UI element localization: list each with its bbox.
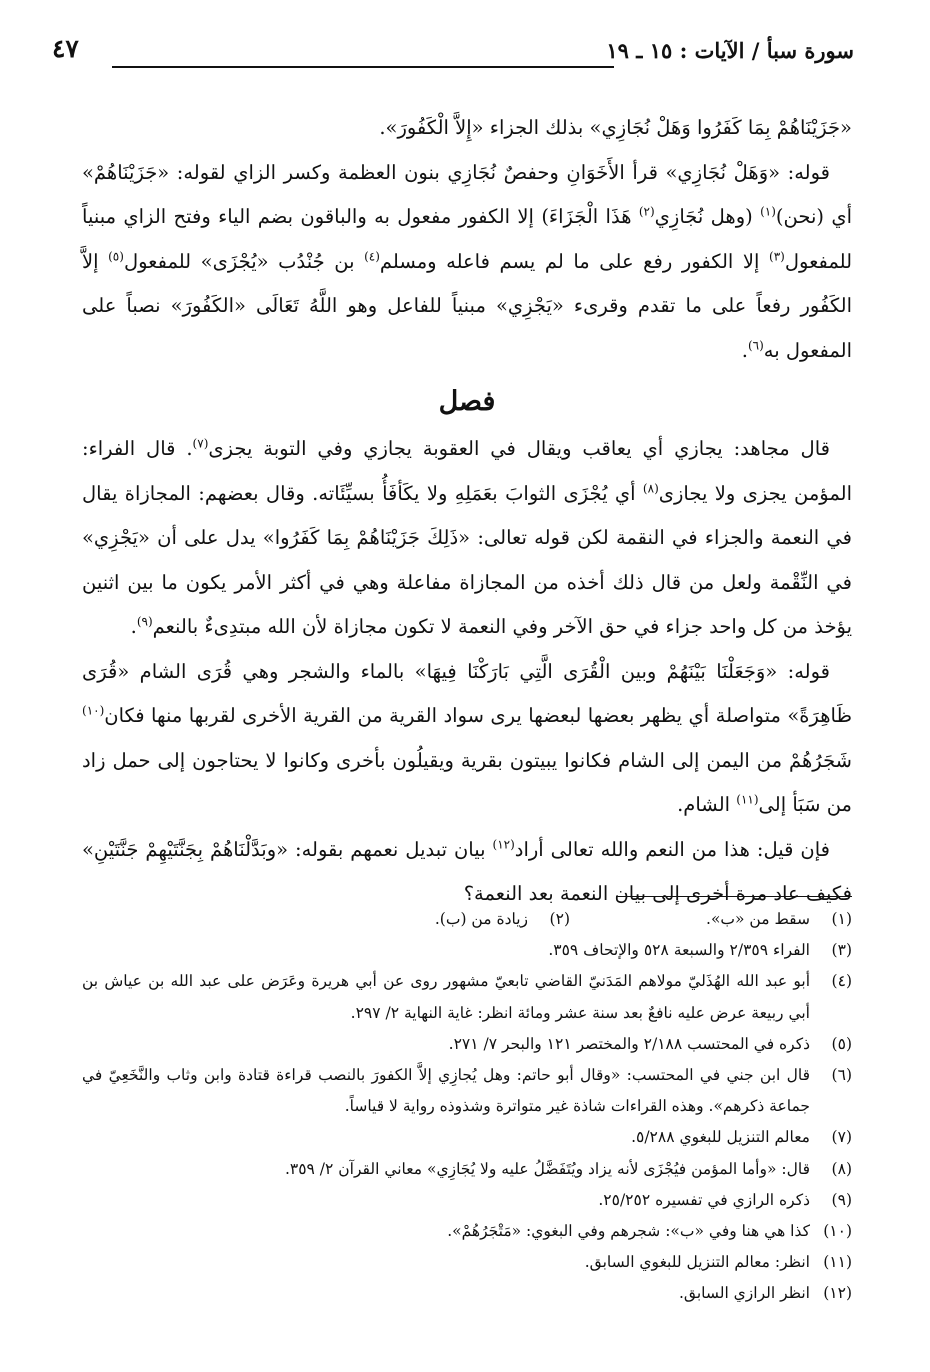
footnote-number: (٦) [831,1066,852,1085]
footnote-marker: (١) [760,204,776,219]
text-run: «جَزَيْنَاهُمْ بِمَا كَفَرُوا وَهَلْ نُجَازِي» بذلك الجزاء «إِلاَّ الْكَفُورَ». [379,116,852,139]
running-title: سورة سبأ / الآيات : ١٥ ـ ١٩ [606,38,854,63]
text-run: بيان تبديل نعمهم بقوله: «وبَدَّلْنَاهُمْ بِجَنَّتَيْهِمْ جَنَّتَيْنِ» فكيف عاد مرة أخرى إلى بيان النعمة بعد النعمة؟ [82,837,852,905]
footnote-marker: (٩) [136,614,153,629]
text-run: إلا الكفور رفع على ما لم يسم فاعله ومسلم [379,249,769,273]
footnote-text: قال: «وأما المؤمن فيُجْزَى لأنه يزاد ويُتَفَضَّلُ عليه ولا يُجَازِي» معاني القرآن ٢/ ٣٥٩. [284,1159,810,1178]
footnote-text: ذكره الرازي في تفسيره ٢٥/٢٥٢. [598,1190,810,1209]
footnote-marker: (١١) [736,792,759,807]
footnote [82,1122,852,1153]
footnote-text: قال ابن جني في المحتسب: «وقال أبو حاتم: وهل يُجازِي إلاَّ الكفورَ بالنصب قراءة قتادة وابن وثاب والنَّخَعِيّ في جماعة ذكرهم». وهذه القراءات شاذة غير متواترة وشذوذه رواية لا قياساً. [82,1066,810,1116]
footnote-row [82,904,852,935]
footnote-text: ذكره في المحتسب ٢/١٨٨ والمختصر ١٢١ والبحر ٧/ ٢٧١. [448,1034,810,1053]
footnote-text: أبو عبد الله الهُذَليّ مولاهم المَدَنيّ القاضي تابعيّ مشهور روى عن أبي هريرة وعَرَض على عبد الله بن عياش بن أبي ربيعة عرض عليه نافعٌ بعد سنة عشر ومائة انظر: غاية النهاية ٢/ ٢٩٧. [82,972,810,1022]
footnote-marker: (٥) [108,249,124,263]
footnote [288,904,570,935]
section-paragraphs [82,427,852,917]
main-text [82,106,852,917]
footnote-text: الفراء ٢/٣٥٩ والسبعة ٥٢٨ والإتحاف ٣٥٩. [548,941,810,960]
text-run: أي يُجْزَى الثوابَ بعَمَلِهِ ولا يكَأفَأُ بسيِّئَاته. وقال بعضهم: المجازاة يقال في النعمة والجزاء في النقمة لكن قوله تعالى: «ذَلِكَ جَزَيْنَاهُمْ بِمَا كَفَرُوا» يدل على أن «يَجْزِي» في النِّقْمة ولعل من قال ذلك أخذه من المجازاة مفاعلة وهي في أكثر الأمر يكون ما بين اثنين يؤخذ من كل واحد جزاء في حق الآخر وفي النعمة لا تكون مجازاة لأن الله مبتدِىءٌ بالنعم [82,481,852,638]
footnote [82,1247,852,1278]
footnote-text: كذا هي هنا وفي «ب»: شجرهم وفي البغوي: «مَتْجَرُهُمْ». [447,1222,810,1241]
footnote [82,1060,852,1122]
text-run: (وهل نُجَازِي [654,205,761,228]
footnote-marker: (٧) [192,436,209,451]
footnote [570,904,852,935]
footnote [82,935,852,966]
footnote [82,1029,852,1060]
footnote-number: (٣) [831,941,852,960]
text-run: فإن قيل: هذا من النعم والله تعالى أراد [514,837,830,861]
paragraph [82,151,852,374]
paragraph [82,427,852,650]
footnote-marker: (١٢) [492,837,515,851]
footnote-number: (١٢) [823,1284,852,1303]
text-run: إلاَّ الكَفُور رفعاً على ما تقدم وقرىء «يَجْزِي» مبنياً للفاعل وهو اللَّهُ تَعَالَى «الكَفُورَ» نصباً على المفعول به [82,249,852,362]
page-header [52,30,854,74]
footnotes [82,904,852,1310]
footnote-text: انظر: معالم التنزيل للبغوي السابق. [584,1253,810,1272]
footnote-separator [616,896,852,897]
text-run: هَذَا الْجَزَاءَ) إلا الكفور مفعول به والباقون بضم الياء وفتح الزاي مبنياً للمفعول [82,205,853,273]
footnote-text: زيادة من (ب). [434,910,528,928]
footnote-number: (٩) [831,1190,852,1209]
footnote-marker: (٤) [364,249,380,263]
pre-section-paragraphs [82,106,852,373]
section-heading: فصل [438,386,496,417]
footnote [82,966,852,1028]
footnote [82,1278,852,1309]
footnote-number: (٤) [831,972,852,991]
footnote-number: (٨) [831,1159,852,1178]
text-run: الشام. [677,793,737,816]
text-run: بن جُنْدُب «يُجْزَى» للمفعول [123,249,365,273]
footnote-marker: (٨) [642,481,659,495]
footnote-text: سقط من «ب». [706,910,810,928]
footnote-number: (٢) [549,910,570,928]
footnote-text: معالم التنزيل للبغوي ٥/٢٨٨. [631,1128,810,1147]
header-rule [112,66,614,68]
footnote-marker: (٦) [747,338,764,352]
page-number: ٤٧ [52,34,79,63]
footnote [82,1154,852,1185]
footnote-marker: (٢) [638,204,655,219]
footnote-number: (٥) [831,1034,852,1053]
footnote-marker: (١٠) [82,703,105,718]
footnote-text: انظر الرازي السابق. [679,1284,810,1303]
footnote-number: (١) [831,910,852,928]
footnote-number: (٧) [831,1128,852,1147]
text-run: قوله: «وَهَلْ نُجَازِي» قرأ الأَخَوَانِ وحفصٌ نُجَازِي بنون العظمة وكسر الزاي لقوله: «جَزَيْنَاهُمْ» أي (نحن) [82,160,853,228]
footnote [82,1216,852,1247]
text-run: قال مجاهد: يجازي أي يعاقب ويقال في العقوبة يجازي وفي التوبة يجزى [208,437,830,460]
paragraph [82,106,852,151]
text-run: . [741,338,748,362]
footnote-marker: (٣) [769,249,785,263]
text-run: قوله: «وَجَعَلْنَا بَيْنَهُمْ وبين الْقُرَى الَّتِي بَارَكْنَا فِيهَا» بالماء والشجر وهي قُرَى الشام «قُرَى ظَاهِرَةً» متواصلة أي يظهر بعضها لبعضها يرى سواد القرية من القرية الأخرى لقربها منها فكان [82,659,852,727]
text-run: شَجَرُهُمْ من اليمن إلى الشام فكانوا يبيتون بقرية ويقيلُون بأخرى وكانوا لا يحتاجون إلى حمل زاد من سَبَأ إلى [82,748,852,816]
footnote-number: (١١) [823,1253,852,1272]
footnote-number: (١٠) [823,1222,852,1241]
paragraph [82,650,852,828]
text-run: . قال الفراء: المؤمن يجزى ولا يجازى [82,437,852,505]
text-run: . [130,615,137,638]
footnote [82,1185,852,1216]
